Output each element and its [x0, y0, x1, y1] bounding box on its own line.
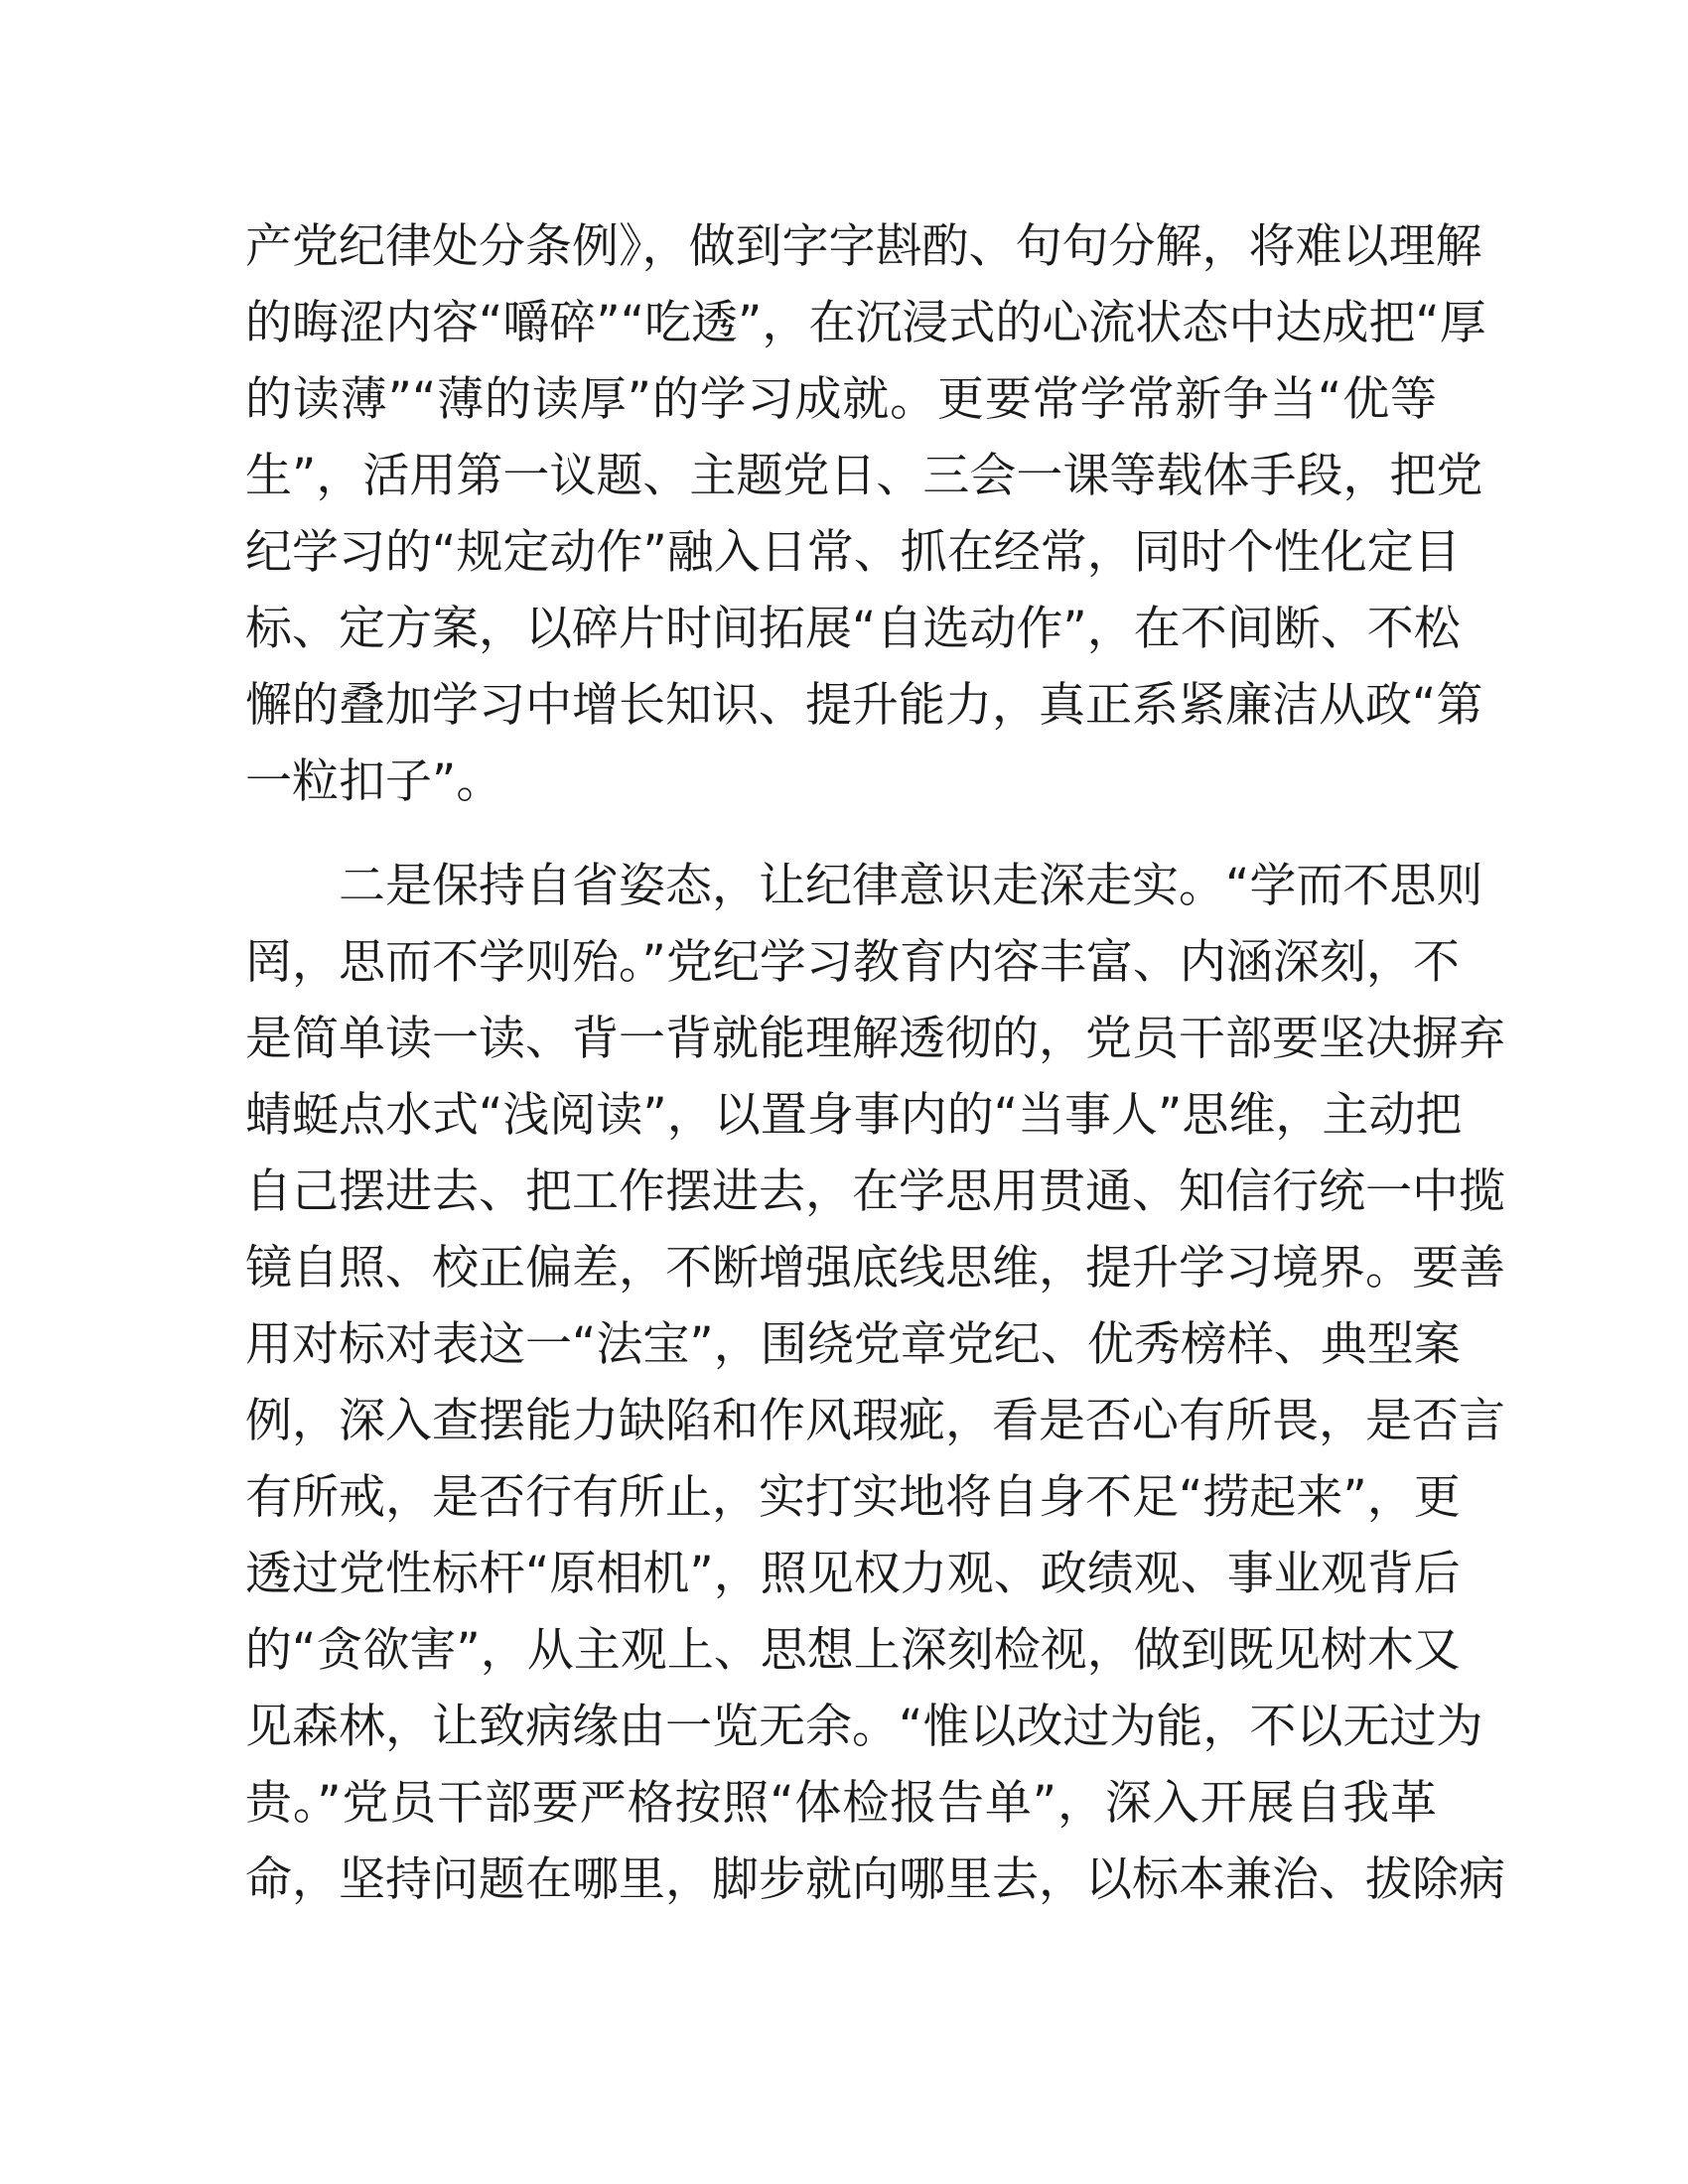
text-line: 见森林，让致病缘由一览无余。“惟以改过为能，不以无过为 — [245, 1700, 1483, 1754]
text-line: 产党纪律处分条例》，做到字字斟酌、句句分解，将难以理解 — [245, 219, 1482, 274]
text-line: 一粒扣子”。 — [245, 754, 503, 809]
text-line: 透过党性标杆“原相机”，照见权力观、政绩观、事业观背后 — [245, 1547, 1461, 1601]
text-line: 纪学习的“规定动作”融入日常、抓在经常，同时个性化定目 — [245, 525, 1461, 580]
text-line: 的读薄”“薄的读厚”的学习成就。更要常学常新争当“优等 — [245, 372, 1437, 427]
text-line: 蜻蜓点水式“浅阅读”，以置身事内的“当事人”思维，主动把 — [245, 1088, 1463, 1143]
paragraph-1 — [245, 208, 1486, 820]
text-line: 的“贪欲害”，从主观上、思想上深刻检视，做到既见树木又 — [245, 1623, 1461, 1678]
paragraph-spacing — [245, 820, 1437, 848]
text-line: 生”，活用第一议题、主题党日、三会一课等载体手段，把党 — [245, 449, 1483, 503]
text-line: 例，深入查摆能力缺陷和作风瑕疵，看是否心有所畏，是否言 — [245, 1394, 1505, 1448]
text-line: 命，坚持问题在哪里，脚步就向哪里去，以标本兼治、拔除病 — [245, 1852, 1505, 1907]
body-text — [245, 208, 1505, 1918]
text-line: 镜自照、校正偏差，不断增强底线思维，提升学习境界。要善 — [245, 1241, 1505, 1296]
paragraph-2 — [245, 848, 1505, 1918]
text-line: 自己摆进去、把工作摆进去，在学思用贯通、知信行统一中揽 — [245, 1164, 1505, 1219]
text-line: 是简单读一读、背一背就能理解透彻的，党员干部要坚决摒弃 — [245, 1012, 1505, 1066]
text-line: 的晦涩内容“嚼碎”“吃透”，在沉浸式的心流状态中达成把“厚 — [245, 296, 1486, 350]
text-line: 懈的叠加学习中增长知识、提升能力，真正系紧廉洁从政“第 — [245, 678, 1483, 733]
text-line: 贵。”党员干部要严格按照“体检报告单”，深入开展自我革 — [245, 1776, 1437, 1831]
text-line: 有所戒，是否行有所止，实打实地将自身不足“捞起来”，更 — [245, 1470, 1461, 1525]
text-line: 二是保持自省姿态，让纪律意识走深走实。“学而不思则 — [245, 859, 1483, 913]
text-line: 标、定方案，以碎片时间拓展“自选动作”，在不间断、不松 — [245, 602, 1461, 656]
text-line: 用对标对表这一“法宝”，围绕党章党纪、优秀榜样、典型案 — [245, 1317, 1461, 1372]
text-line: 罔，思而不学则殆。”党纪学习教育内容丰富、内涵深刻，不 — [245, 935, 1460, 990]
